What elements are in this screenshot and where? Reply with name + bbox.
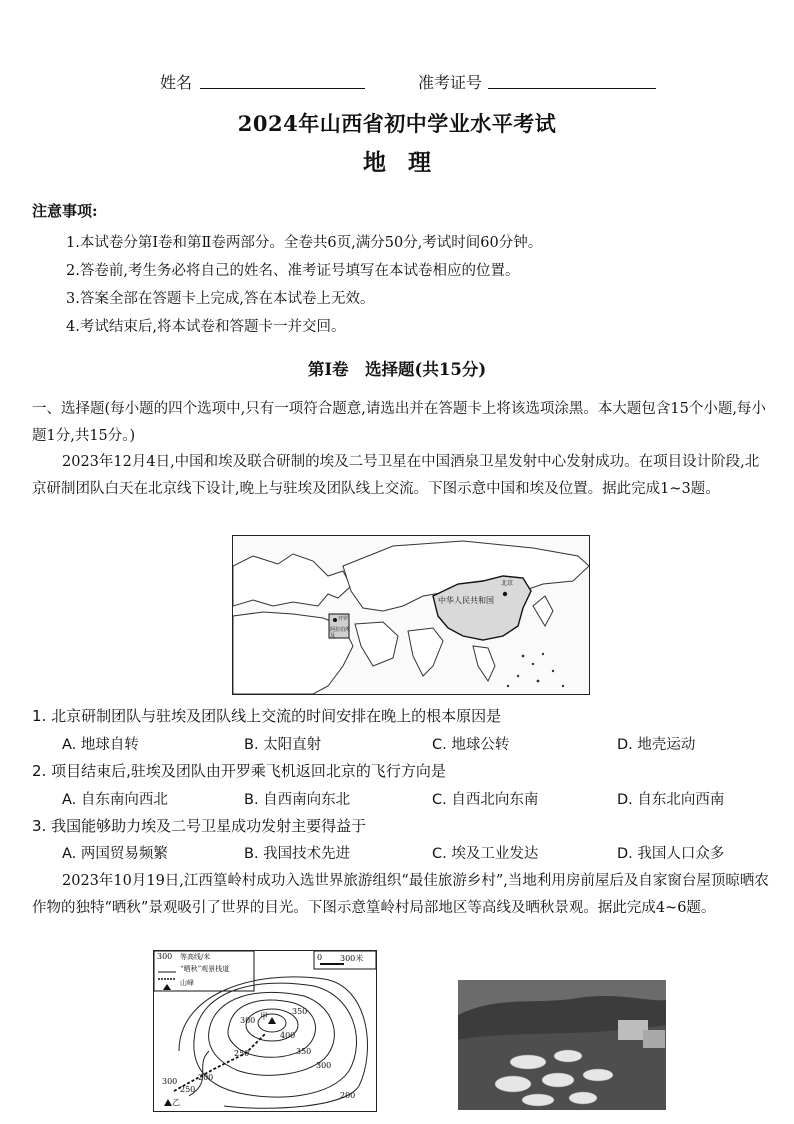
note-item: 1.本试卷分第Ⅰ卷和第Ⅱ卷两部分。全卷共6页,满分50分,考试时间60分钟。 [66, 235, 543, 251]
contour-map [153, 950, 377, 1112]
name-label: 姓名 [160, 73, 193, 92]
contour-label: 350 [296, 1047, 312, 1056]
legend-peak-text: 山峰 [180, 979, 194, 987]
q3-option-d[interactable]: D. 我国人口众多 [617, 846, 725, 862]
q3-option-a[interactable]: A. 两国贸易频繁 [62, 846, 168, 862]
note-item: 3.答案全部在答题卡上完成,答在本试卷上无效。 [66, 291, 375, 307]
china-label: 中华人民共和国 [438, 596, 494, 605]
q3-option-b[interactable]: B. 我国技术先进 [244, 846, 351, 862]
contour-label: 300 [162, 1077, 178, 1086]
question-3: 3. 我国能够助力埃及二号卫星成功发射主要得益于 [32, 817, 367, 835]
legend-contour-text: 等高线/米 [180, 953, 211, 961]
cairo-label: 开罗 [338, 616, 349, 622]
q1-option-d[interactable]: D. 地壳运动 [617, 737, 696, 753]
contour-label: 350 [292, 1007, 308, 1016]
passage-2: 2023年10月19日,江西篁岭村成功入选世界旅游组织“最佳旅游乡村”,当地利用房前屋后及自家窗台屋顶晾晒农作物的独特“晒秋”景观吸引了世界的目光。下图示意篁岭村局部地区等高线及晒秋景观。据此完成4~6题。 [32, 873, 769, 916]
scale-zero: 0 [317, 953, 323, 962]
note-item: 4.考试结束后,将本试卷和答题卡一并交回。 [66, 319, 346, 335]
q3-option-c[interactable]: C. 埃及工业发达 [432, 846, 539, 862]
exam-id-label: 准考证号 [418, 73, 483, 92]
peak-label-yi: 乙 [172, 1098, 180, 1107]
notes-heading: 注意事项: [32, 202, 98, 220]
contour-label: 250 [234, 1049, 250, 1058]
china-egypt-map [232, 535, 590, 695]
contour-label: 300 [316, 1061, 332, 1070]
photo-illustration [458, 980, 666, 1110]
q2-option-a[interactable]: A. 自东南向西北 [62, 792, 168, 808]
subject-title: 地理 [363, 149, 453, 176]
beijing-label: 北京 [501, 580, 514, 587]
map-outline-graphic [233, 536, 589, 694]
q2-option-d[interactable]: D. 自东北向西南 [617, 792, 725, 808]
shaiqiu-landscape-photo [458, 980, 666, 1110]
q1-option-a[interactable]: A. 地球自转 [62, 737, 139, 753]
legend-route-text: “晒秋”观景栈道 [180, 965, 230, 973]
contour-label: 400 [280, 1031, 296, 1040]
legend-contour-value: 300 [157, 952, 173, 961]
scale-value: 300米 [340, 954, 364, 963]
q1-option-c[interactable]: C. 地球公转 [432, 737, 510, 753]
question-2: 2. 项目结束后,驻埃及团队由开罗乘飞机返回北京的飞行方向是 [32, 762, 446, 780]
name-field[interactable] [200, 70, 365, 89]
question-1: 1. 北京研制团队与驻埃及团队线上交流的时间安排在晚上的根本原因是 [32, 707, 502, 725]
q1-option-b[interactable]: B. 太阳直射 [244, 737, 322, 753]
peak-label-jia: 甲 [260, 1012, 268, 1021]
contour-label: 200 [340, 1091, 356, 1100]
q2-option-c[interactable]: C. 自西北向东南 [432, 792, 539, 808]
exam-id-field[interactable] [488, 70, 656, 89]
passage-1: 2023年12月4日,中国和埃及联合研制的埃及二号卫星在中国酒泉卫星发射中心发射成功。在项目设计阶段,北京研制团队白天在北京线下设计,晚上与驻埃及团队线上交流。下图示意中国和埃及位置。据此完成1~3题。 [32, 454, 760, 497]
note-item: 2.答卷前,考生务必将自己的姓名、准考证号填写在本试卷相应的位置。 [66, 263, 520, 279]
exam-title: 2024年山西省初中学业水平考试 [237, 111, 557, 136]
egypt-label: 阿拉伯埃及 [330, 627, 351, 639]
q2-option-b[interactable]: B. 自西南向东北 [244, 792, 351, 808]
contour-label: 250 [180, 1085, 196, 1094]
contour-label: 300 [240, 1016, 256, 1025]
instructions-text: 一、选择题(每小题的四个选项中,只有一项符合题意,请选出并在答题卡上将该选项涂黑。本大题包含15个小题,每小题1分,共15分。) [32, 401, 766, 444]
contour-label: 200 [198, 1073, 214, 1082]
section-title: 第Ⅰ卷 选择题(共15分) [307, 360, 487, 379]
